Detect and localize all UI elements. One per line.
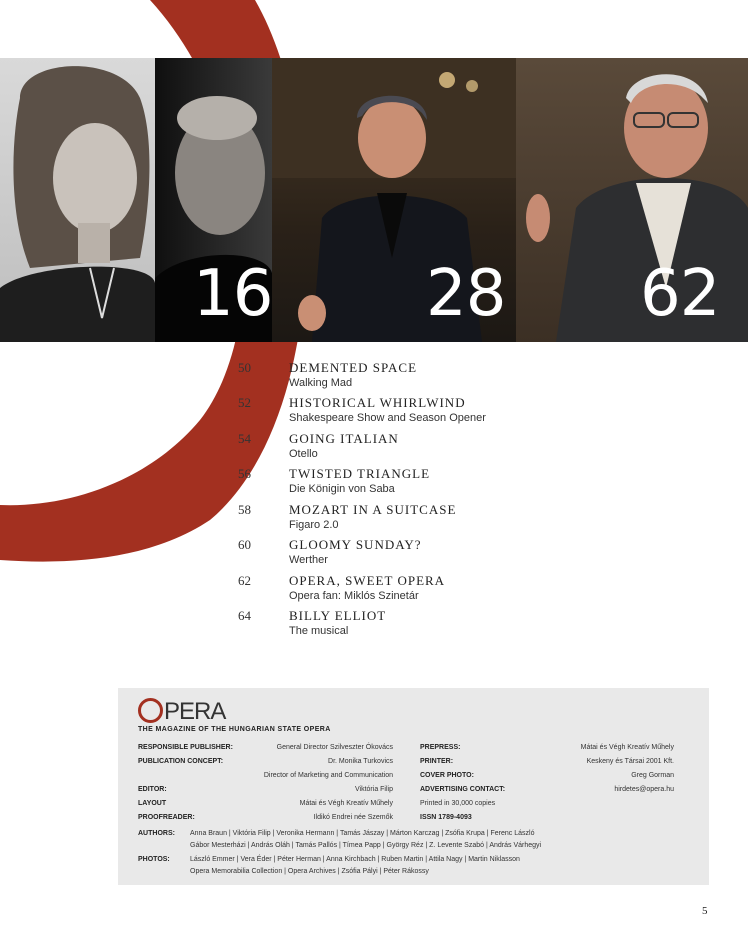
- authors-label: AUTHORS:: [138, 830, 175, 837]
- toc-page-number: 64: [238, 608, 251, 623]
- toc-page-number: 56: [238, 466, 251, 481]
- toc-page-number: 58: [238, 502, 251, 517]
- toc-title: DEMENTED SPACE: [289, 360, 418, 375]
- toc-subtitle: Opera fan: Miklós Szinetár: [289, 590, 419, 602]
- toc-subtitle: Shakespeare Show and Season Opener: [289, 412, 486, 424]
- issn: ISSN 1789-4093: [420, 814, 472, 821]
- toc-subtitle: The musical: [289, 625, 349, 637]
- toc-title: GLOOMY SUNDAY?: [289, 537, 422, 552]
- toc-title: OPERA, SWEET OPERA: [289, 573, 446, 588]
- toc-subtitle: Die Königin von Saba: [289, 483, 395, 495]
- toc-title: MOZART IN A SUITCASE: [289, 502, 457, 517]
- toc-subtitle: Walking Mad: [289, 377, 353, 389]
- page-folio: 5: [702, 905, 708, 917]
- credit-label: PROOFREADER:: [138, 814, 195, 821]
- toc-subtitle: Werther: [289, 554, 328, 566]
- photos-label: PHOTOS:: [138, 856, 170, 863]
- credit-label: PUBLICATION CONCEPT:: [138, 758, 224, 765]
- credit-label: EDITOR:: [138, 786, 167, 793]
- toc-subtitle: Otello: [289, 448, 318, 460]
- toc-title: TWISTED TRIANGLE: [289, 466, 431, 481]
- credit-label: RESPONSIBLE PUBLISHER:: [138, 744, 233, 751]
- credit-label: LAYOUT: [138, 800, 167, 807]
- photos-line: László Emmer | Vera Éder | Péter Herman | Anna Kirchbach | Ruben Martin | Attila Nagy | Martin Niklasson: [190, 856, 520, 863]
- toc-page-number: 52: [238, 395, 251, 410]
- credit-value: Viktória Filip: [355, 786, 393, 793]
- photo-strip: [0, 58, 748, 342]
- toc-title: GOING ITALIAN: [289, 431, 399, 446]
- credit-label: PRINTER:: [420, 758, 454, 765]
- masthead-credits-box: [118, 688, 709, 885]
- print-run: Printed in 30,000 copies: [420, 800, 496, 807]
- credit-value: Dr. Monika Turkovics: [328, 758, 393, 765]
- toc-page-number: 54: [238, 431, 251, 446]
- credit-label: ADVERTISING CONTACT:: [420, 786, 506, 793]
- credit-value: Mátai és Végh Kreatív Műhely: [299, 800, 393, 807]
- page-number-overlay-28: 28: [426, 257, 506, 331]
- credit-label: COVER PHOTO:: [420, 772, 474, 779]
- credit-value[interactable]: hirdetes@opera.hu: [614, 786, 674, 793]
- toc-page-number: 60: [238, 537, 251, 552]
- credit-value: Ildikó Endrei née Szemők: [313, 814, 393, 821]
- credit-value: General Director Szilveszter Ókovács: [276, 744, 393, 751]
- authors-line: Anna Braun | Viktória Filip | Veronika Hermann | Tamás Jászay | Márton Karczag | Zsófia Krupa | Ferenc László: [190, 830, 535, 837]
- toc-page-number: 62: [238, 573, 251, 588]
- credit-value: Keskeny és Társai 2001 Kft.: [586, 758, 674, 765]
- page-number-overlay-62: 62: [640, 257, 720, 331]
- toc-title: HISTORICAL WHIRLWIND: [289, 395, 466, 410]
- credit-label: PREPRESS:: [420, 744, 461, 751]
- logo-o-ring-icon: [138, 698, 163, 723]
- page-number-overlay-16: 16: [193, 257, 273, 331]
- toc-page-number: 50: [238, 360, 251, 375]
- toc-subtitle: Figaro 2.0: [289, 519, 339, 531]
- opera-logo: [138, 698, 225, 726]
- credit-value: Mátai és Végh Kreatív Műhely: [580, 744, 674, 751]
- photos-line: Opera Memorabilia Collection | Opera Archives | Zsófia Pályi | Péter Rákossy: [190, 868, 429, 875]
- magazine-tagline: THE MAGAZINE OF THE HUNGARIAN STATE OPERA: [138, 726, 331, 733]
- logo-text: PERA: [164, 698, 226, 725]
- photo-woman: [0, 58, 155, 342]
- credit-value: Director of Marketing and Communication: [263, 772, 393, 779]
- credit-value: Greg Gorman: [631, 772, 674, 779]
- toc-title: BILLY ELLIOT: [289, 608, 387, 623]
- authors-line: Gábor Mesterházi | András Oláh | Tamás Pallós | Tímea Papp | György Réz | Z. Levente Szabó | András Várhegyi: [190, 842, 542, 849]
